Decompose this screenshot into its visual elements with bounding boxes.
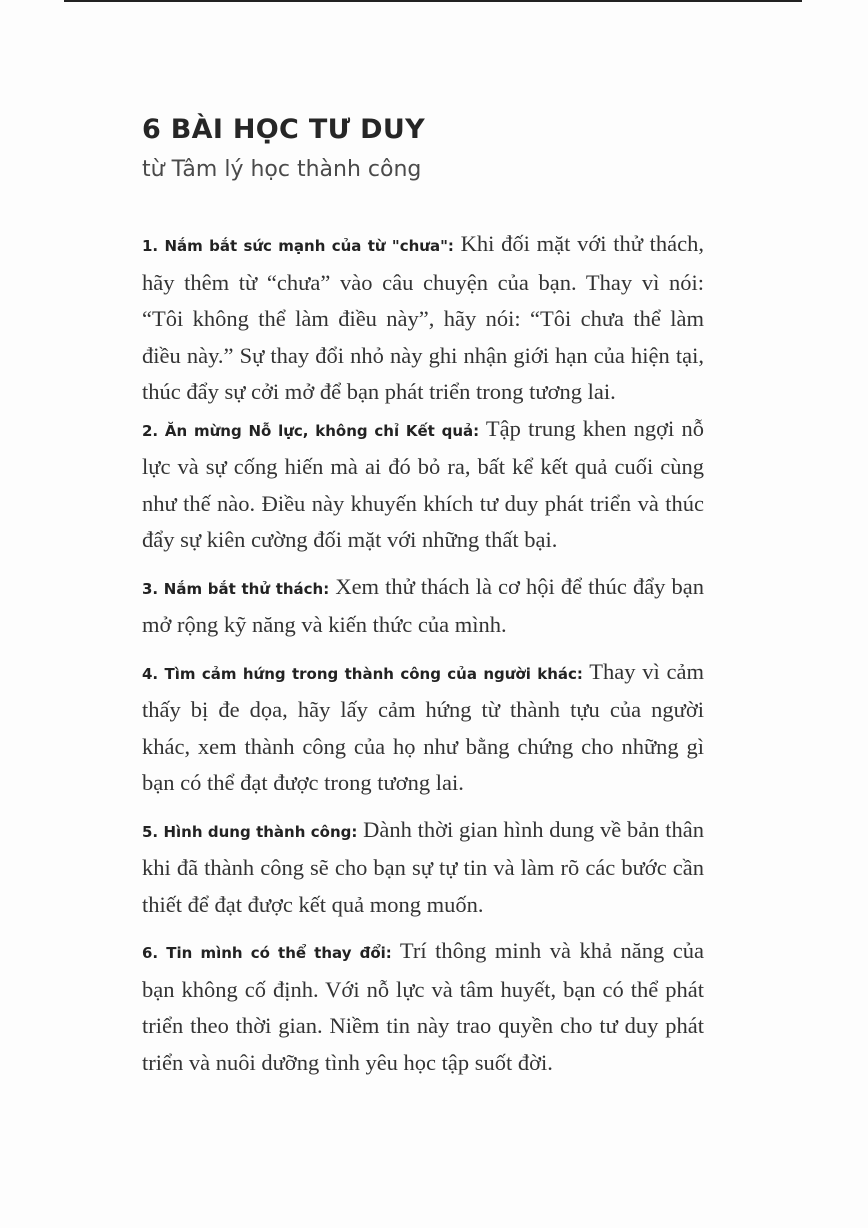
lesson-item [142,226,704,411]
lesson-text: Dành thời gian hình dung về bản thân khi đã thành công sẽ cho bạn sự tự tin và làm rõ các bước cần thiết để đạt được kết quả mong muốn. [142,816,704,917]
lesson-text: Khi đối mặt với thử thách, hãy thêm từ “chưa” vào câu chuyện của bạn. Thay vì nói: “Tôi không thể làm điều này”, hãy nói: “Tôi chưa thể làm điều này.” Sự thay đổi nhỏ này ghi nhận giới hạn của hiện tại, thúc đẩy sự cởi mở để bạn phát triển trong tương lai. [142,231,704,404]
lesson-label: 4. Tìm cảm hứng trong thành công của người khác: [142,664,583,683]
page-title: 6 BÀI HỌC TƯ DUY [142,114,425,145]
lesson-label: 5. Hình dung thành công: [142,822,358,841]
lesson-list [142,226,704,1081]
lesson-text: Thay vì cảm thấy bị đe dọa, hãy lấy cảm hứng từ thành tựu của người khác, xem thành công của họ như bằng chứng cho những gì bạn có thể đạt được trong tương lai. [142,658,704,795]
lesson-label: 2. Ăn mừng Nỗ lực, không chỉ Kết quả: [142,421,480,440]
lesson-label: 1. Nắm bắt sức mạnh của từ "chưa": [142,237,454,255]
lesson-item [142,812,704,924]
book-page [142,112,704,1091]
lesson-text: Xem thử thách là cơ hội để thúc đẩy bạn mở rộng kỹ năng và kiến thức của mình. [142,573,704,637]
lesson-label: 6. Tin mình có thể thay đổi: [142,944,392,962]
lesson-text: Tập trung khen ngợi nỗ lực và sự cống hiến mà ai đó bỏ ra, bất kể kết quả cuối cùng như thế nào. Điều này khuyến khích tư duy phát triển và thúc đẩy sự kiên cường đối mặt với những thất bại. [142,415,704,552]
lesson-item [142,411,704,559]
lesson-item [142,569,704,644]
lesson-item [142,654,704,802]
lesson-text: Trí thông minh và khả năng của bạn không cố định. Với nỗ lực và tâm huyết, bạn có thể phát triển theo thời gian. Niềm tin này trao quyền cho tư duy phát triển và nuôi dưỡng tình yêu học tập suốt đời. [142,938,705,1075]
lesson-item [142,933,704,1081]
page-top-edge [64,0,802,2]
page-subtitle: từ Tâm lý học thành công [142,157,422,182]
lesson-label: 3. Nắm bắt thử thách: [142,579,330,598]
